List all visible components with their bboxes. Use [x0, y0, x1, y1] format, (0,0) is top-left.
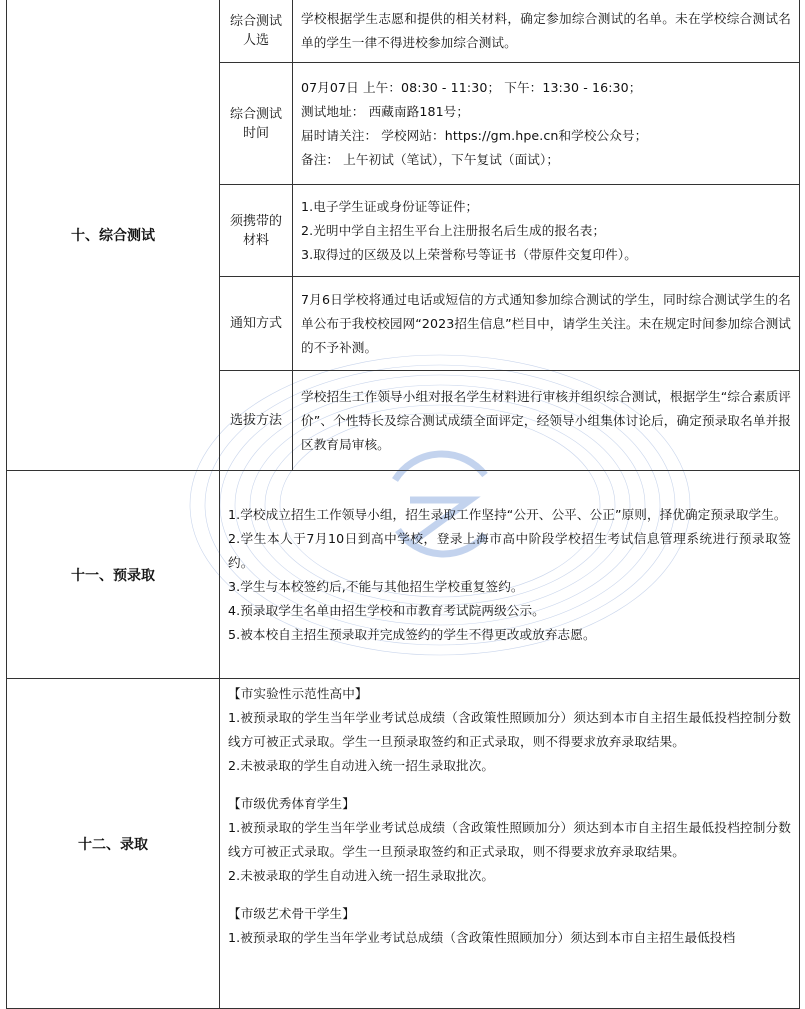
text-line: 测试地址： 西藏南路181号；	[301, 103, 470, 119]
list-item: 1.学校成立招生工作领导小组，招生录取工作坚持“公开、公平、公正”原则，择优确定预录取学生。	[228, 506, 787, 522]
section-content-12	[220, 679, 800, 1009]
table-row	[7, 0, 800, 63]
group-heading: 【市实验性示范性高中】	[228, 686, 368, 701]
row-content: 学校根据学生志愿和提供的相关材料，确定参加综合测试的名单。未在学校综合测试名单的学生一律不得进校参加综合测试。	[293, 0, 800, 63]
row-content	[293, 63, 800, 185]
row-label: 综合测试人选	[220, 0, 293, 63]
text-line: 07月07日 上午：08:30 - 11:30； 下午：13:30 - 16:30；	[301, 79, 642, 95]
section-title-11: 十一、预录取	[7, 471, 220, 679]
list-item: 2.学生本人于7月10日到高中学校，登录上海市高中阶段学校招生考试信息管理系统进行预录取签约。	[228, 530, 791, 570]
row-content	[293, 185, 800, 277]
text-line: 1.电子学生证或身份证等证件；	[301, 198, 479, 214]
text-line: 届时请关注： 学校网站：https://gm.hpe.cn和学校公众号；	[301, 127, 648, 143]
list-item: 2.未被录取的学生自动进入统一招生录取批次。	[228, 758, 495, 773]
admission-info-table	[6, 0, 800, 1009]
list-item: 4.预录取学生名单由招生学校和市教育考试院两级公示。	[228, 602, 545, 618]
list-item: 2.未被录取的学生自动进入统一招生录取批次。	[228, 868, 495, 883]
row-label: 通知方式	[220, 277, 293, 371]
list-item: 5.被本校自主招生预录取并完成签约的学生不得更改或放弃志愿。	[228, 626, 596, 642]
list-item: 3.学生与本校签约后,不能与其他招生学校重复签约。	[228, 578, 524, 594]
list-item: 1.被预录取的学生当年学业考试总成绩（含政策性照顾加分）须达到本市自主招生最低投档	[228, 930, 736, 945]
section-title-12: 十二、录取	[7, 679, 220, 1009]
list-item: 1.被预录取的学生当年学业考试总成绩（含政策性照顾加分）须达到本市自主招生最低投档控制分数线方可被正式录取。学生一旦预录取签约和正式录取，则不得要求放弃录取结果。	[228, 820, 791, 859]
row-label: 选拔方法	[220, 371, 293, 471]
section-content-11	[220, 471, 800, 679]
table-row	[7, 471, 800, 679]
text-line: 3.取得过的区级及以上荣誉称号等证书（带原件交复印件）。	[301, 246, 637, 262]
group-heading: 【市级优秀体育学生】	[228, 796, 355, 811]
row-content: 7月6日学校将通过电话或短信的方式通知参加综合测试的学生，同时综合测试学生的名单公布于我校校园网“2023招生信息”栏目中，请学生关注。未在规定时间参加综合测试的不予补测。	[293, 277, 800, 371]
table-row	[7, 679, 800, 1009]
text-line: 备注： 上午初试（笔试），下午复试（面试）；	[301, 151, 560, 167]
row-label: 综合测试时间	[220, 63, 293, 185]
text-line: 2.光明中学自主招生平台上注册报名后生成的报名表；	[301, 222, 606, 238]
row-label: 须携带的材料	[220, 185, 293, 277]
group-heading: 【市级艺术骨干学生】	[228, 906, 355, 921]
section-title-10: 十、综合测试	[7, 0, 220, 471]
row-content: 学校招生工作领导小组对报名学生材料进行审核并组织综合测试，根据学生“综合素质评价”、个性特长及综合测试成绩全面评定，经领导小组集体讨论后，确定预录取名单并报区教育局审核。	[293, 371, 800, 471]
list-item: 1.被预录取的学生当年学业考试总成绩（含政策性照顾加分）须达到本市自主招生最低投档控制分数线方可被正式录取。学生一旦预录取签约和正式录取，则不得要求放弃录取结果。	[228, 710, 791, 749]
